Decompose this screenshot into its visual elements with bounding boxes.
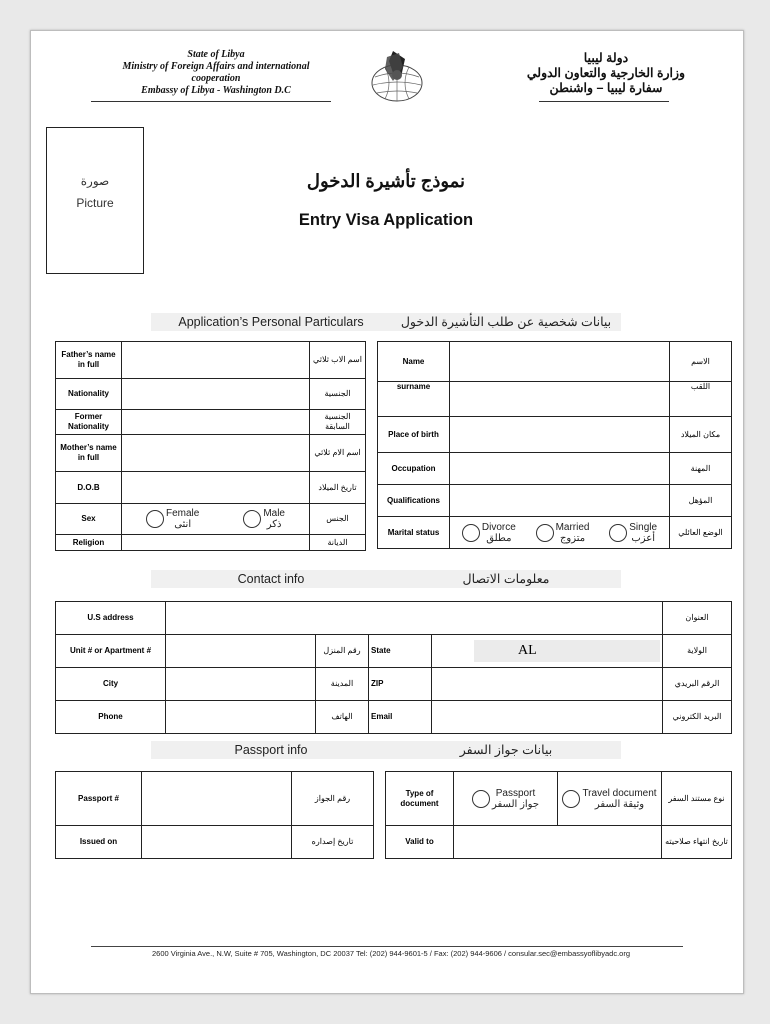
label-sex-ar: الجنس	[310, 504, 366, 535]
table-row	[56, 379, 366, 410]
document-type-passport[interactable]	[454, 772, 558, 826]
table-row	[56, 504, 366, 535]
label-city: City	[56, 668, 166, 701]
label-document-type-ar: نوع مستند السفر	[662, 772, 732, 826]
passport-heading-ar: بيانات جواز السفر	[459, 743, 553, 757]
label-unit: Unit # or Apartment #	[56, 635, 166, 668]
label-qualifications: Qualifications	[378, 485, 450, 517]
option-label: Travel document	[582, 787, 657, 799]
label-zip: ZIP	[369, 668, 432, 701]
city-field[interactable]	[166, 668, 316, 701]
document-page	[30, 30, 744, 994]
table-row	[56, 668, 732, 701]
label-place-of-birth: Place of birth	[378, 417, 450, 453]
label-former-nationality-ar: الجنسية السابقة	[310, 410, 366, 435]
label-name: Name	[378, 342, 450, 382]
header-en-line: Embassy of Libya - Washington D.C	[141, 85, 291, 96]
personal-table-right	[377, 341, 732, 549]
qualifications-field[interactable]	[450, 485, 670, 517]
personal-heading-en: Application’s Personal Particulars	[178, 315, 364, 329]
header-english	[81, 49, 351, 97]
former-nationality-field[interactable]	[122, 410, 310, 435]
label-phone-ar: الهاتف	[316, 701, 369, 734]
label-name-ar: الاسم	[670, 342, 732, 382]
label-us-address: U.S address	[56, 602, 166, 635]
label-issued-on-ar: تاريخ إصداره	[292, 826, 374, 859]
label-marital-status-ar: الوضع العائلي	[670, 517, 732, 549]
us-address-field[interactable]	[166, 602, 663, 635]
label-religion: Religion	[56, 535, 122, 551]
label-sex: Sex	[56, 504, 122, 535]
footer-divider	[91, 946, 683, 947]
title-english: Entry Visa Application	[298, 211, 474, 229]
option-label-ar: ذكر	[266, 519, 282, 530]
passport-table-right	[385, 771, 732, 859]
sex-options	[122, 504, 310, 535]
table-row	[378, 417, 732, 453]
table-row	[56, 410, 366, 435]
contact-heading-en: Contact info	[237, 572, 305, 586]
sex-option-male[interactable]	[243, 508, 285, 530]
table-row	[386, 826, 732, 859]
label-zip-ar: الرقم البريدي	[663, 668, 732, 701]
label-nationality-ar: الجنسية	[310, 379, 366, 410]
option-label-ar: انثى	[174, 519, 192, 530]
label-passport-number-ar: رقم الجواز	[292, 772, 374, 826]
table-row	[378, 485, 732, 517]
label-email: Email	[369, 701, 432, 734]
label-surname-ar: اللقب	[670, 382, 732, 417]
option-label-ar: جواز السفر	[491, 798, 540, 810]
radio-circle-icon[interactable]	[536, 524, 554, 542]
label-passport-number: Passport #	[56, 772, 142, 826]
option-label: Divorce	[481, 521, 516, 533]
radio-circle-icon[interactable]	[609, 524, 627, 542]
label-valid-to-ar: تاريخ انتهاء صلاحيته	[662, 826, 732, 859]
header-ar-line: دولة ليبيا	[583, 51, 629, 65]
occupation-field[interactable]	[450, 453, 670, 485]
radio-circle-icon[interactable]	[146, 510, 164, 528]
unit-field[interactable]	[166, 635, 316, 668]
label-valid-to: Valid to	[386, 826, 454, 859]
marital-option-single[interactable]	[609, 522, 657, 544]
header-underline-left	[91, 101, 331, 102]
personal-table-left	[55, 341, 366, 551]
contact-heading-bar	[151, 570, 621, 588]
mother-name-field[interactable]	[122, 435, 310, 472]
label-father-name: Father’s name in full	[56, 342, 122, 379]
option-label: Single	[629, 521, 658, 533]
valid-to-field[interactable]	[454, 826, 662, 859]
table-row	[56, 472, 366, 504]
footer-address: 2600 Virginia Ave., N.W, Suite # 705, Washington, DC 20037 Tel: (202) 944-9601-5 / Fax: (202) 944-9606 / consular.sec@embassyoflibyadc.org	[151, 949, 631, 958]
personal-heading-bar	[151, 313, 621, 331]
option-label: Married	[555, 521, 590, 533]
option-label-ar: أعزب	[631, 532, 656, 544]
father-name-field[interactable]	[122, 342, 310, 379]
radio-circle-icon[interactable]	[462, 524, 480, 542]
table-row	[56, 342, 366, 379]
table-row	[56, 602, 732, 635]
label-issued-on: Issued on	[56, 826, 142, 859]
label-occupation-ar: المهنة	[670, 453, 732, 485]
table-row	[56, 435, 366, 472]
label-father-name-ar: اسم الاب ثلاثي	[310, 342, 366, 379]
header-arabic	[491, 51, 721, 96]
nationality-field[interactable]	[122, 379, 310, 410]
option-label-ar: وثيقة السفر	[594, 798, 645, 810]
option-label: Passport	[495, 787, 536, 799]
contact-table	[55, 601, 732, 734]
photo-label-en: Picture	[76, 196, 114, 210]
passport-heading-en: Passport info	[234, 743, 308, 757]
photo-label-ar: صورة	[80, 174, 110, 188]
option-label: Female	[165, 508, 200, 519]
email-field[interactable]	[432, 701, 663, 734]
header-underline-right	[539, 101, 669, 102]
passport-number-field[interactable]	[142, 772, 292, 826]
table-row	[378, 453, 732, 485]
option-label-ar: متزوج	[559, 532, 586, 544]
passport-table-left	[55, 771, 374, 859]
zip-field[interactable]	[432, 668, 663, 701]
contact-heading-ar: معلومات الاتصال	[462, 572, 550, 586]
label-us-address-ar: العنوان	[663, 602, 732, 635]
label-mother-name: Mother’s name in full	[56, 435, 122, 472]
label-place-of-birth-ar: مكان الميلاد	[670, 417, 732, 453]
document-type-travel[interactable]	[558, 772, 662, 826]
label-surname: surname	[378, 382, 450, 417]
label-state: State	[369, 635, 432, 668]
header-en-line: Ministry of Foreign Affairs and international	[122, 61, 310, 72]
table-row	[378, 382, 732, 417]
state-select[interactable]: AL	[474, 640, 660, 662]
table-row	[56, 826, 374, 859]
label-former-nationality: Former Nationality	[56, 410, 122, 435]
header-en-line: cooperation	[191, 73, 241, 84]
option-label-ar: مطلق	[486, 532, 512, 544]
label-qualifications-ar: المؤهل	[670, 485, 732, 517]
label-document-type: Type of document	[386, 772, 454, 826]
header-ar-line: سفارة ليبيا – واشنطن	[549, 81, 663, 95]
label-dob-ar: تاريخ الميلاد	[310, 472, 366, 504]
table-row	[56, 772, 374, 826]
table-row	[386, 772, 732, 826]
marital-option-divorce[interactable]	[462, 522, 516, 544]
religion-field[interactable]	[122, 535, 310, 551]
surname-field[interactable]	[450, 382, 670, 417]
label-state-ar: الولاية	[663, 635, 732, 668]
radio-circle-icon[interactable]	[243, 510, 261, 528]
radio-circle-icon[interactable]	[472, 790, 490, 808]
table-row	[378, 517, 732, 549]
label-phone: Phone	[56, 701, 166, 734]
passport-heading-bar	[151, 741, 621, 759]
label-religion-ar: الديانة	[310, 535, 366, 551]
label-dob: D.O.B	[56, 472, 122, 504]
label-marital-status: Marital status	[378, 517, 450, 549]
label-mother-name-ar: اسم الام ثلاثي	[310, 435, 366, 472]
label-nationality: Nationality	[56, 379, 122, 410]
label-unit-ar: رقم المنزل	[316, 635, 369, 668]
name-field[interactable]	[450, 342, 670, 382]
marital-options	[450, 517, 670, 549]
table-row	[56, 535, 366, 551]
place-of-birth-field[interactable]	[450, 417, 670, 453]
libya-emblem-icon	[363, 47, 431, 105]
option-label: Male	[263, 508, 285, 519]
sex-option-female[interactable]	[146, 508, 199, 530]
state-field[interactable]	[432, 635, 663, 668]
personal-heading-ar: بيانات شخصية عن طلب التأشيرة الدخول	[400, 315, 612, 329]
table-row	[56, 701, 732, 734]
label-occupation: Occupation	[378, 453, 450, 485]
dob-field[interactable]	[122, 472, 310, 504]
photo-box[interactable]	[46, 127, 144, 274]
marital-option-married[interactable]	[536, 522, 590, 544]
header-ar-line: وزارة الخارجية والتعاون الدولي	[526, 66, 686, 80]
phone-field[interactable]	[166, 701, 316, 734]
label-city-ar: المدينة	[316, 668, 369, 701]
radio-circle-icon[interactable]	[562, 790, 580, 808]
label-email-ar: البريد الكتروني	[663, 701, 732, 734]
header-en-line: State of Libya	[187, 49, 245, 60]
issued-on-field[interactable]	[142, 826, 292, 859]
table-row	[56, 635, 732, 668]
title-arabic: نموذج تأشيرة الدخول	[306, 171, 466, 191]
table-row	[378, 342, 732, 382]
